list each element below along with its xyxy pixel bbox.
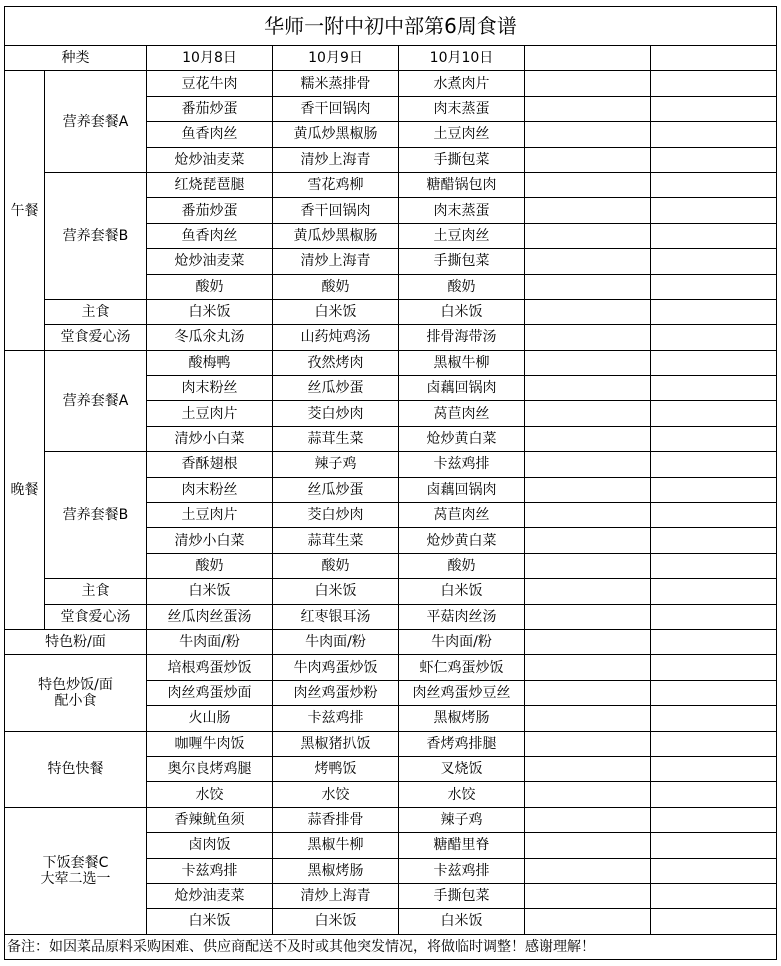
dish-cell: 卡兹鸡排 — [273, 706, 399, 731]
noodles-label: 特色粉/面 — [5, 629, 147, 654]
dish-cell: 茭白炒肉 — [273, 401, 399, 426]
set-c-label-line2: 大荤二选一 — [40, 870, 111, 887]
empty-cell — [651, 782, 777, 807]
empty-cell — [525, 680, 651, 705]
empty-cell — [525, 249, 651, 274]
empty-cell — [651, 96, 777, 121]
dish-cell: 香烤鸡排腿 — [399, 731, 525, 756]
dish-cell: 雪花鸡柳 — [273, 172, 399, 197]
table-row — [5, 629, 777, 654]
dish-cell: 土豆肉丝 — [399, 223, 525, 248]
empty-cell — [525, 604, 651, 629]
table-row — [5, 807, 777, 832]
footnote: 备注：如因菜品原料采购困难、供应商配送不及时或其他突发情况，将做临时调整！感谢理解！ — [5, 934, 777, 959]
menu-table — [4, 6, 777, 960]
dish-cell: 糯米蒸排骨 — [273, 71, 399, 96]
empty-cell — [525, 401, 651, 426]
dish-cell: 卤藕回锅肉 — [399, 376, 525, 401]
dish-cell: 黑椒牛柳 — [273, 833, 399, 858]
empty-cell — [651, 833, 777, 858]
dish-cell: 清炒小白菜 — [147, 426, 273, 451]
dish-cell: 白米饭 — [273, 909, 399, 934]
dish-cell: 肉丝鸡蛋炒面 — [147, 680, 273, 705]
empty-cell — [525, 833, 651, 858]
empty-cell — [651, 223, 777, 248]
dish-cell: 蒜茸生菜 — [273, 426, 399, 451]
dish-cell: 炝炒黄白菜 — [399, 426, 525, 451]
empty-cell — [525, 198, 651, 223]
dish-cell: 豆花牛肉 — [147, 71, 273, 96]
empty-cell — [651, 579, 777, 604]
dish-cell: 山药炖鸡汤 — [273, 325, 399, 350]
empty-cell — [651, 299, 777, 324]
header-category: 种类 — [5, 46, 147, 71]
header-row — [5, 46, 777, 71]
dish-cell: 水饺 — [399, 782, 525, 807]
header-empty — [525, 46, 651, 71]
dish-cell: 白米饭 — [273, 299, 399, 324]
fast-meal-label: 特色快餐 — [5, 731, 147, 807]
fried-rice-label-line2: 配小食 — [54, 692, 97, 709]
empty-cell — [525, 325, 651, 350]
dish-cell: 火山肠 — [147, 706, 273, 731]
empty-cell — [525, 426, 651, 451]
dish-cell: 丝瓜炒蛋 — [273, 376, 399, 401]
empty-cell — [651, 858, 777, 883]
page-title: 华师一附中初中部第6周食谱 — [5, 7, 777, 46]
empty-cell — [525, 731, 651, 756]
table-row — [5, 325, 777, 350]
dish-cell: 炝炒油麦菜 — [147, 249, 273, 274]
empty-cell — [651, 706, 777, 731]
empty-cell — [525, 477, 651, 502]
dish-cell: 黑椒牛柳 — [399, 350, 525, 375]
dish-cell: 鱼香肉丝 — [147, 122, 273, 147]
dish-cell: 炝炒黄白菜 — [399, 528, 525, 553]
empty-cell — [525, 299, 651, 324]
empty-cell — [651, 909, 777, 934]
dish-cell: 卡兹鸡排 — [147, 858, 273, 883]
empty-cell — [651, 249, 777, 274]
dish-cell: 牛肉面/粉 — [273, 629, 399, 654]
dish-cell: 酸奶 — [273, 274, 399, 299]
dish-cell: 糖醋里脊 — [399, 833, 525, 858]
dish-cell: 手撕包菜 — [399, 249, 525, 274]
empty-cell — [651, 604, 777, 629]
dish-cell: 蒜香排骨 — [273, 807, 399, 832]
empty-cell — [651, 883, 777, 908]
dish-cell: 肉末蒸蛋 — [399, 198, 525, 223]
empty-cell — [651, 452, 777, 477]
empty-cell — [651, 350, 777, 375]
header-date: 10月8日 — [147, 46, 273, 71]
dish-cell: 白米饭 — [399, 909, 525, 934]
dish-cell: 肉末粉丝 — [147, 477, 273, 502]
fried-rice-label — [5, 655, 147, 731]
table-row — [5, 350, 777, 375]
table-row — [5, 452, 777, 477]
staple-label: 主食 — [45, 299, 147, 324]
dish-cell: 鱼香肉丝 — [147, 223, 273, 248]
dish-cell: 香酥翅根 — [147, 452, 273, 477]
table-row — [5, 579, 777, 604]
table-row — [5, 655, 777, 680]
empty-cell — [651, 426, 777, 451]
dish-cell: 卤藕回锅肉 — [399, 477, 525, 502]
soup-label: 堂食爱心汤 — [45, 325, 147, 350]
dish-cell: 土豆肉丝 — [399, 122, 525, 147]
empty-cell — [525, 147, 651, 172]
table-row — [5, 299, 777, 324]
dish-cell: 白米饭 — [147, 579, 273, 604]
set-c-label-line1: 下饭套餐C — [42, 854, 109, 871]
dish-cell: 香干回锅肉 — [273, 96, 399, 121]
dish-cell: 酸梅鸭 — [147, 350, 273, 375]
dish-cell: 烤鸭饭 — [273, 756, 399, 781]
empty-cell — [525, 172, 651, 197]
empty-cell — [525, 858, 651, 883]
empty-cell — [525, 503, 651, 528]
dish-cell: 水煮肉片 — [399, 71, 525, 96]
set-c-label — [5, 807, 147, 934]
header-empty — [651, 46, 777, 71]
set-b-label: 营养套餐B — [45, 172, 147, 299]
empty-cell — [651, 528, 777, 553]
empty-cell — [525, 376, 651, 401]
dish-cell: 辣子鸡 — [399, 807, 525, 832]
meal-label-dinner: 晚餐 — [5, 350, 45, 629]
dish-cell: 香辣鱿鱼须 — [147, 807, 273, 832]
dish-cell: 香干回锅肉 — [273, 198, 399, 223]
dish-cell: 奥尔良烤鸡腿 — [147, 756, 273, 781]
table-row — [5, 172, 777, 197]
title-row — [5, 7, 777, 46]
empty-cell — [651, 401, 777, 426]
empty-cell — [525, 579, 651, 604]
menu-body — [5, 7, 777, 960]
table-row — [5, 731, 777, 756]
dish-cell: 糖醋锅包肉 — [399, 172, 525, 197]
empty-cell — [651, 503, 777, 528]
empty-cell — [651, 198, 777, 223]
staple-label: 主食 — [45, 579, 147, 604]
empty-cell — [651, 680, 777, 705]
empty-cell — [651, 629, 777, 654]
empty-cell — [525, 706, 651, 731]
dish-cell: 黑椒猪扒饭 — [273, 731, 399, 756]
dish-cell: 莴苣肉丝 — [399, 503, 525, 528]
dish-cell: 酸奶 — [399, 274, 525, 299]
table-row — [5, 71, 777, 96]
dish-cell: 白米饭 — [399, 579, 525, 604]
dish-cell: 茭白炒肉 — [273, 503, 399, 528]
dish-cell: 土豆肉片 — [147, 503, 273, 528]
empty-cell — [651, 553, 777, 578]
empty-cell — [525, 909, 651, 934]
empty-cell — [525, 807, 651, 832]
dish-cell: 黄瓜炒黑椒肠 — [273, 122, 399, 147]
fried-rice-label-line1: 特色炒饭/面 — [38, 676, 113, 693]
empty-cell — [651, 756, 777, 781]
dish-cell: 卡兹鸡排 — [399, 858, 525, 883]
dish-cell: 清炒上海青 — [273, 147, 399, 172]
empty-cell — [525, 350, 651, 375]
empty-cell — [525, 756, 651, 781]
dish-cell: 卤肉饭 — [147, 833, 273, 858]
dish-cell: 肉丝鸡蛋炒粉 — [273, 680, 399, 705]
dish-cell: 清炒小白菜 — [147, 528, 273, 553]
empty-cell — [651, 477, 777, 502]
table-row — [5, 934, 777, 959]
dish-cell: 叉烧饭 — [399, 756, 525, 781]
dish-cell: 清炒上海青 — [273, 883, 399, 908]
dish-cell: 番茄炒蛋 — [147, 96, 273, 121]
empty-cell — [651, 325, 777, 350]
empty-cell — [525, 274, 651, 299]
dish-cell: 酸奶 — [147, 274, 273, 299]
dish-cell: 黑椒烤肠 — [273, 858, 399, 883]
dish-cell: 白米饭 — [147, 299, 273, 324]
empty-cell — [525, 782, 651, 807]
dish-cell: 番茄炒蛋 — [147, 198, 273, 223]
dish-cell: 红烧琵琶腿 — [147, 172, 273, 197]
dish-cell: 黄瓜炒黑椒肠 — [273, 223, 399, 248]
empty-cell — [525, 655, 651, 680]
dish-cell: 炝炒油麦菜 — [147, 883, 273, 908]
empty-cell — [525, 883, 651, 908]
dish-cell: 丝瓜炒蛋 — [273, 477, 399, 502]
dish-cell: 炝炒油麦菜 — [147, 147, 273, 172]
empty-cell — [525, 629, 651, 654]
table-row — [5, 604, 777, 629]
dish-cell: 孜然烤肉 — [273, 350, 399, 375]
soup-label: 堂食爱心汤 — [45, 604, 147, 629]
dish-cell: 酸奶 — [273, 553, 399, 578]
empty-cell — [525, 452, 651, 477]
dish-cell: 虾仁鸡蛋炒饭 — [399, 655, 525, 680]
dish-cell: 红枣银耳汤 — [273, 604, 399, 629]
dish-cell: 牛肉鸡蛋炒饭 — [273, 655, 399, 680]
empty-cell — [525, 553, 651, 578]
dish-cell: 丝瓜肉丝蛋汤 — [147, 604, 273, 629]
dish-cell: 白米饭 — [273, 579, 399, 604]
dish-cell: 蒜茸生菜 — [273, 528, 399, 553]
dish-cell: 土豆肉片 — [147, 401, 273, 426]
dish-cell: 肉丝鸡蛋炒豆丝 — [399, 680, 525, 705]
set-a-label: 营养套餐A — [45, 350, 147, 452]
dish-cell: 咖喱牛肉饭 — [147, 731, 273, 756]
dish-cell: 水饺 — [273, 782, 399, 807]
dish-cell: 黑椒烤肠 — [399, 706, 525, 731]
dish-cell: 培根鸡蛋炒饭 — [147, 655, 273, 680]
empty-cell — [525, 96, 651, 121]
empty-cell — [651, 655, 777, 680]
dish-cell: 肉末蒸蛋 — [399, 96, 525, 121]
dish-cell: 冬瓜氽丸汤 — [147, 325, 273, 350]
dish-cell: 卡兹鸡排 — [399, 452, 525, 477]
set-a-label: 营养套餐A — [45, 71, 147, 173]
dish-cell: 清炒上海青 — [273, 249, 399, 274]
dish-cell: 平菇肉丝汤 — [399, 604, 525, 629]
empty-cell — [651, 274, 777, 299]
dish-cell: 牛肉面/粉 — [147, 629, 273, 654]
empty-cell — [651, 807, 777, 832]
dish-cell: 手撕包菜 — [399, 147, 525, 172]
dish-cell: 水饺 — [147, 782, 273, 807]
dish-cell: 牛肉面/粉 — [399, 629, 525, 654]
empty-cell — [651, 147, 777, 172]
dish-cell: 排骨海带汤 — [399, 325, 525, 350]
empty-cell — [651, 71, 777, 96]
dish-cell: 酸奶 — [399, 553, 525, 578]
set-b-label: 营养套餐B — [45, 452, 147, 579]
empty-cell — [651, 731, 777, 756]
empty-cell — [525, 223, 651, 248]
dish-cell: 白米饭 — [147, 909, 273, 934]
empty-cell — [651, 376, 777, 401]
empty-cell — [651, 122, 777, 147]
empty-cell — [525, 528, 651, 553]
dish-cell: 白米饭 — [399, 299, 525, 324]
header-date: 10月9日 — [273, 46, 399, 71]
empty-cell — [525, 71, 651, 96]
dish-cell: 莴苣肉丝 — [399, 401, 525, 426]
dish-cell: 肉末粉丝 — [147, 376, 273, 401]
dish-cell: 酸奶 — [147, 553, 273, 578]
dish-cell: 手撕包菜 — [399, 883, 525, 908]
header-date: 10月10日 — [399, 46, 525, 71]
empty-cell — [651, 172, 777, 197]
empty-cell — [525, 122, 651, 147]
dish-cell: 辣子鸡 — [273, 452, 399, 477]
meal-label-lunch: 午餐 — [5, 71, 45, 350]
